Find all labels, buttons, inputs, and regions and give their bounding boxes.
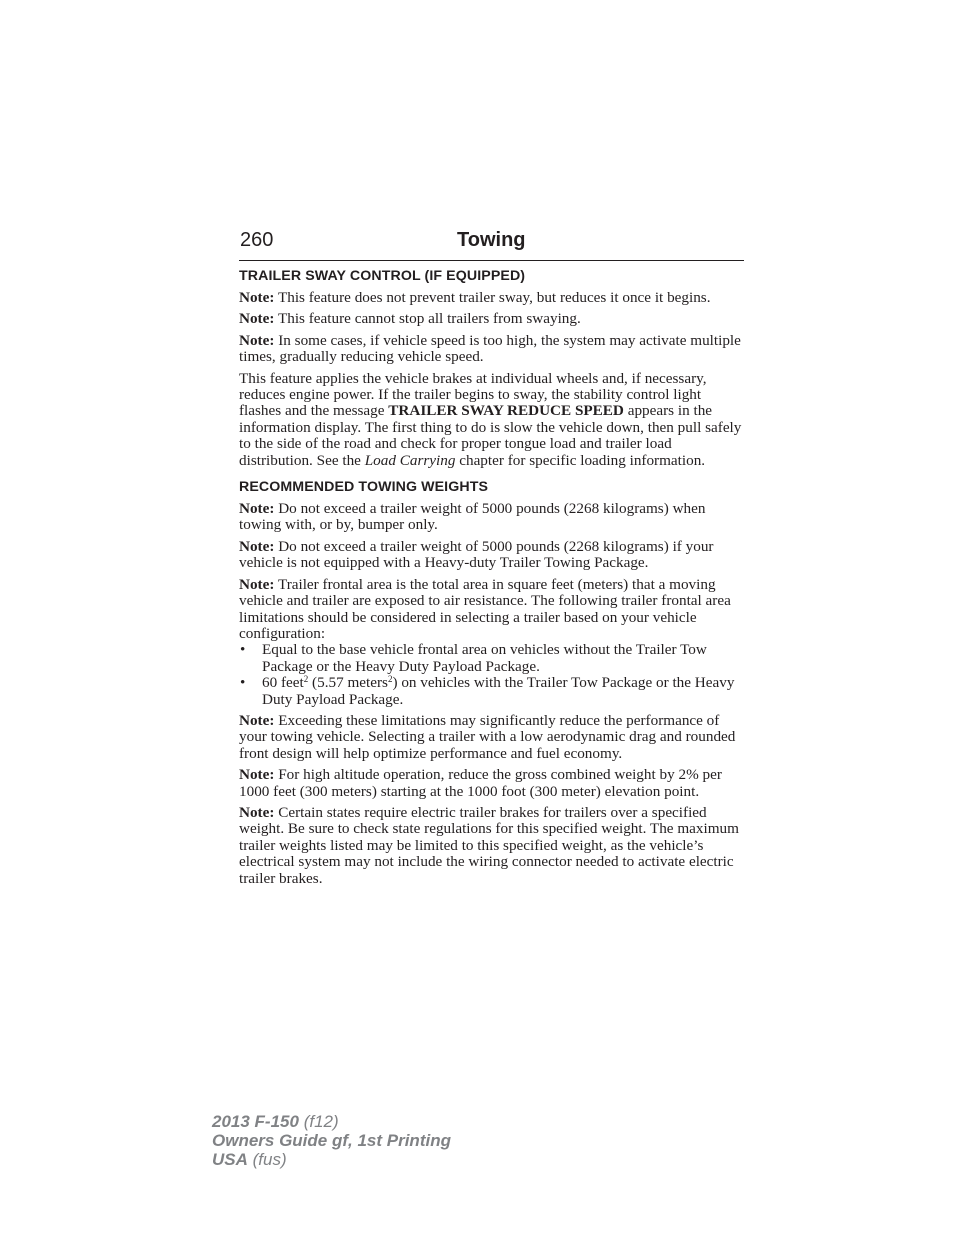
note-paragraph bbox=[239, 539, 744, 572]
footer-model-line bbox=[212, 1112, 451, 1131]
note-text: For high altitude operation, reduce the gross combined weight by 2% per 1000 feet (300 meters) starting at the 1000 foot (300 meter) elevation point. bbox=[239, 766, 722, 800]
body-text: This feature applies the vehicle brakes at individual wheels and, if necessary, reduces engine power. If the trailer begins to sway, the stability control light flashes and the message bbox=[239, 369, 707, 420]
note-label: Note: bbox=[239, 331, 275, 349]
chapter-reference: Load Carrying bbox=[364, 451, 456, 469]
footer-market-code: (fus) bbox=[252, 1150, 287, 1169]
list-item-text: Equal to the base vehicle frontal area on vehicles without the Trailer Tow Package or the Heavy Duty Payload Package. bbox=[262, 641, 707, 675]
note-paragraph bbox=[239, 577, 744, 643]
section-heading-towing-weights: RECOMMENDED TOWING WEIGHTS bbox=[239, 479, 489, 496]
note-label: Note: bbox=[239, 711, 275, 729]
note-label: Note: bbox=[239, 310, 275, 328]
footer-guide-line bbox=[212, 1131, 451, 1150]
page-footer bbox=[212, 1112, 451, 1169]
note-paragraph bbox=[239, 311, 744, 327]
list-item-text: ) on vehicles with the Trailer Tow Package or the Heavy Duty Payload Package. bbox=[262, 674, 735, 708]
note-text: This feature does not prevent trailer sway, but reduces it once it begins. bbox=[277, 289, 711, 306]
page-header bbox=[239, 228, 744, 261]
body-text: chapter for specific loading information. bbox=[455, 451, 706, 469]
section-heading-trailer-sway: TRAILER SWAY CONTROL (IF EQUIPPED) bbox=[239, 268, 526, 284]
note-label: Note: bbox=[239, 537, 275, 555]
note-paragraph bbox=[239, 290, 744, 306]
note-text: Exceeding these limitations may significantly reduce the performance of your towing vehicle. Selecting a trailer with a low aerodynamic drag and rounded front design will help optimize performance and fuel economy. bbox=[239, 711, 736, 762]
footer-model-code: (f12) bbox=[303, 1112, 339, 1131]
note-paragraph bbox=[239, 333, 744, 366]
note-label: Note: bbox=[239, 575, 275, 593]
bullet-icon: • bbox=[240, 674, 246, 692]
display-message: TRAILER SWAY REDUCE SPEED bbox=[388, 402, 624, 420]
superscript: 2 bbox=[303, 674, 309, 685]
superscript: 2 bbox=[387, 674, 393, 685]
note-text: Do not exceed a trailer weight of 5000 pounds (2268 kilograms) when towing with, or by, bumper only. bbox=[239, 500, 706, 534]
page-content bbox=[239, 268, 744, 892]
note-label: Note: bbox=[239, 803, 275, 821]
chapter-title: Towing bbox=[457, 229, 526, 251]
note-paragraph bbox=[239, 713, 744, 762]
footer-model: 2013 F-150 bbox=[212, 1112, 299, 1131]
note-text: Do not exceed a trailer weight of 5000 pounds (2268 kilograms) if your vehicle is not equipped with a Heavy-duty Trailer Towing Package. bbox=[239, 537, 714, 572]
footer-market: USA bbox=[212, 1150, 248, 1169]
note-text: Trailer frontal area is the total area in square feet (meters) that a moving vehicle and trailer are exposed to air resistance. The following trailer frontal area limitations should be considered in selecting a trailer based on your vehicle configuration: bbox=[239, 575, 731, 642]
page-number: 260 bbox=[240, 229, 274, 251]
note-text: This feature cannot stop all trailers from swaying. bbox=[277, 310, 581, 328]
note-label: Note: bbox=[239, 766, 275, 784]
list-item bbox=[239, 642, 744, 675]
list-item-text: 60 feet bbox=[262, 674, 304, 692]
bullet-list bbox=[239, 642, 744, 708]
footer-market-line bbox=[212, 1150, 451, 1169]
body-text: appears in the information display. The first thing to do is slow the vehicle down, then pull safely to the side of the road and check for proper tongue load and trailer load distribution. See the bbox=[239, 402, 742, 469]
note-paragraph bbox=[239, 501, 744, 534]
note-label: Note: bbox=[239, 500, 275, 518]
note-paragraph bbox=[239, 767, 744, 800]
note-label: Note: bbox=[239, 289, 275, 306]
bullet-icon: • bbox=[240, 641, 246, 659]
note-text: In some cases, if vehicle speed is too high, the system may activate multiple times, gradually reducing vehicle speed. bbox=[239, 331, 741, 366]
list-item-text: (5.57 meters bbox=[308, 674, 388, 692]
list-item bbox=[239, 675, 744, 708]
note-text: Certain states require electric trailer brakes for trailers over a specified weight. Be sure to check state regulations for this specified weight. The maximum trailer weights listed may be limited to this specified weight, as the vehicle’s electrical system may not include the wiring connector needed to activate electric trailer brakes. bbox=[239, 803, 739, 887]
footer-guide: Owners Guide gf, 1st Printing bbox=[212, 1131, 451, 1150]
note-paragraph bbox=[239, 805, 744, 887]
body-paragraph bbox=[239, 371, 744, 469]
